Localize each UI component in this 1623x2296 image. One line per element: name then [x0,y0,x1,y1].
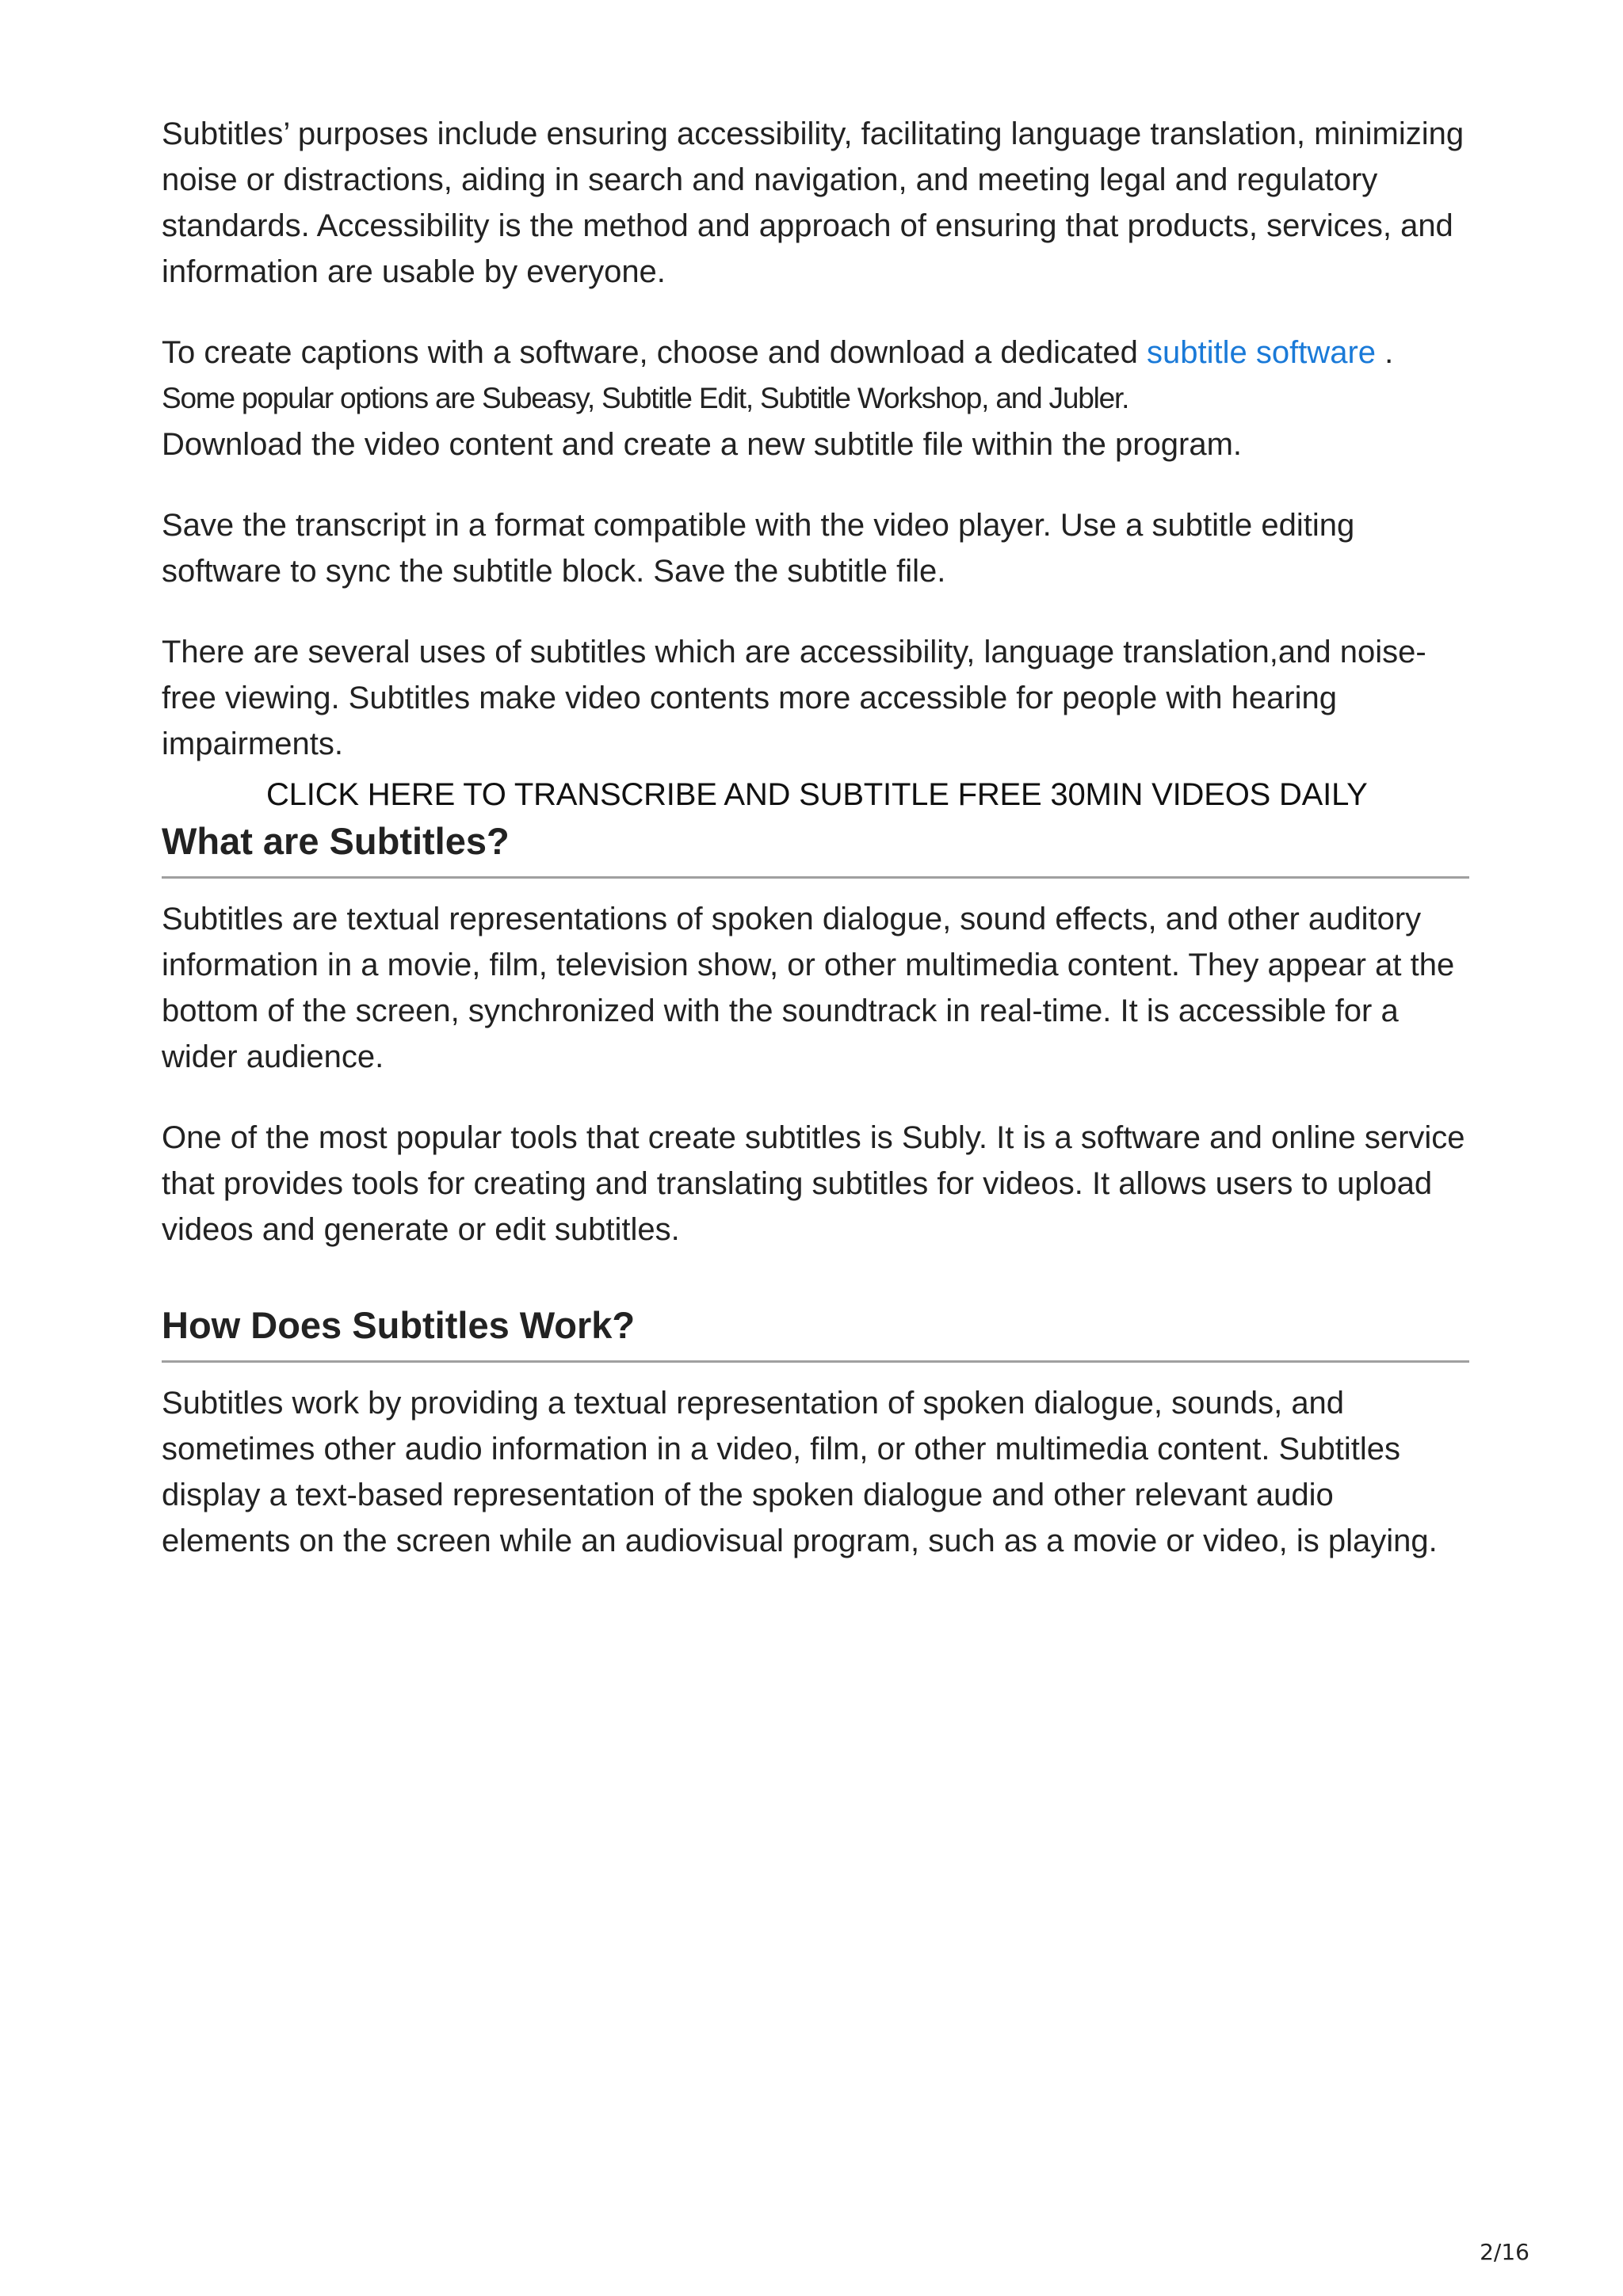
heading-how-does-subtitles-work: How Does Subtitles Work? [162,1302,1469,1363]
create-captions-text: To create captions with a software, choose and download a dedicated [162,335,1148,370]
download-video-line: Download the video content and create a new subtitle file within the program. [162,427,1243,462]
paragraph-subtitles-purposes: Subtitles’ purposes include ensuring accessibility, facilitating language translation, minimizing noise or distractions, aiding in search and navigation, and meeting legal and regulatory standards. Accessibility is the method and approach of ensuring that products, services, and information are usable by everyone. [162,116,1465,289]
document-page [162,111,1469,1564]
subtitle-software-link[interactable]: subtitle software [1147,335,1377,370]
paragraph-save-transcript: Save the transcript in a format compatible with the video player. Use a subtitle editing software to sync the subtitle block. Save the subtitle file. [162,508,1355,589]
page-number: 2/16 [1480,2239,1529,2265]
paragraph-create-captions [162,330,1469,467]
paragraph-subly: One of the most popular tools that create subtitles is Subly. It is a software and online service that provides tools for creating and translating subtitles for videos. It allows users to upload videos and generate or edit subtitles. [162,1120,1465,1247]
heading-what-are-subtitles: What are Subtitles? [162,818,1469,879]
paragraph-how-subtitles-work: Subtitles work by providing a textual representation of spoken dialogue, sounds, and sometimes other audio information in a video, film, or other multimedia content. Subtitles display a text-based representation of the spoken dialogue and other relevant audio elements on the screen while an audiovisual program, such as a movie or video, is playing. [162,1386,1438,1558]
paragraph-subtitles-definition: Subtitles are textual representations of spoken dialogue, sound effects, and other auditory information in a movie, film, television show, or other multimedia content. They appear at the bottom of the screen, synchronized with the soundtrack in real-time. It is accessible for a wider audience. [162,902,1455,1074]
create-captions-period: . [1376,335,1394,370]
paragraph-uses-of-subtitles: There are several uses of subtitles which are accessibility, language translation,and noise-free viewing. Subtitles make video contents more accessible for people with hearing impairments. [162,635,1426,761]
cta-transcribe-link[interactable]: CLICK HERE TO TRANSCRIBE AND SUBTITLE FREE 30MIN VIDEOS DAILY [266,777,1368,812]
create-captions-line-1 [162,330,1469,376]
popular-options-line: Some popular options are Subeasy, Subtitle Edit, Subtitle Workshop, and Jubler. [162,382,1129,414]
